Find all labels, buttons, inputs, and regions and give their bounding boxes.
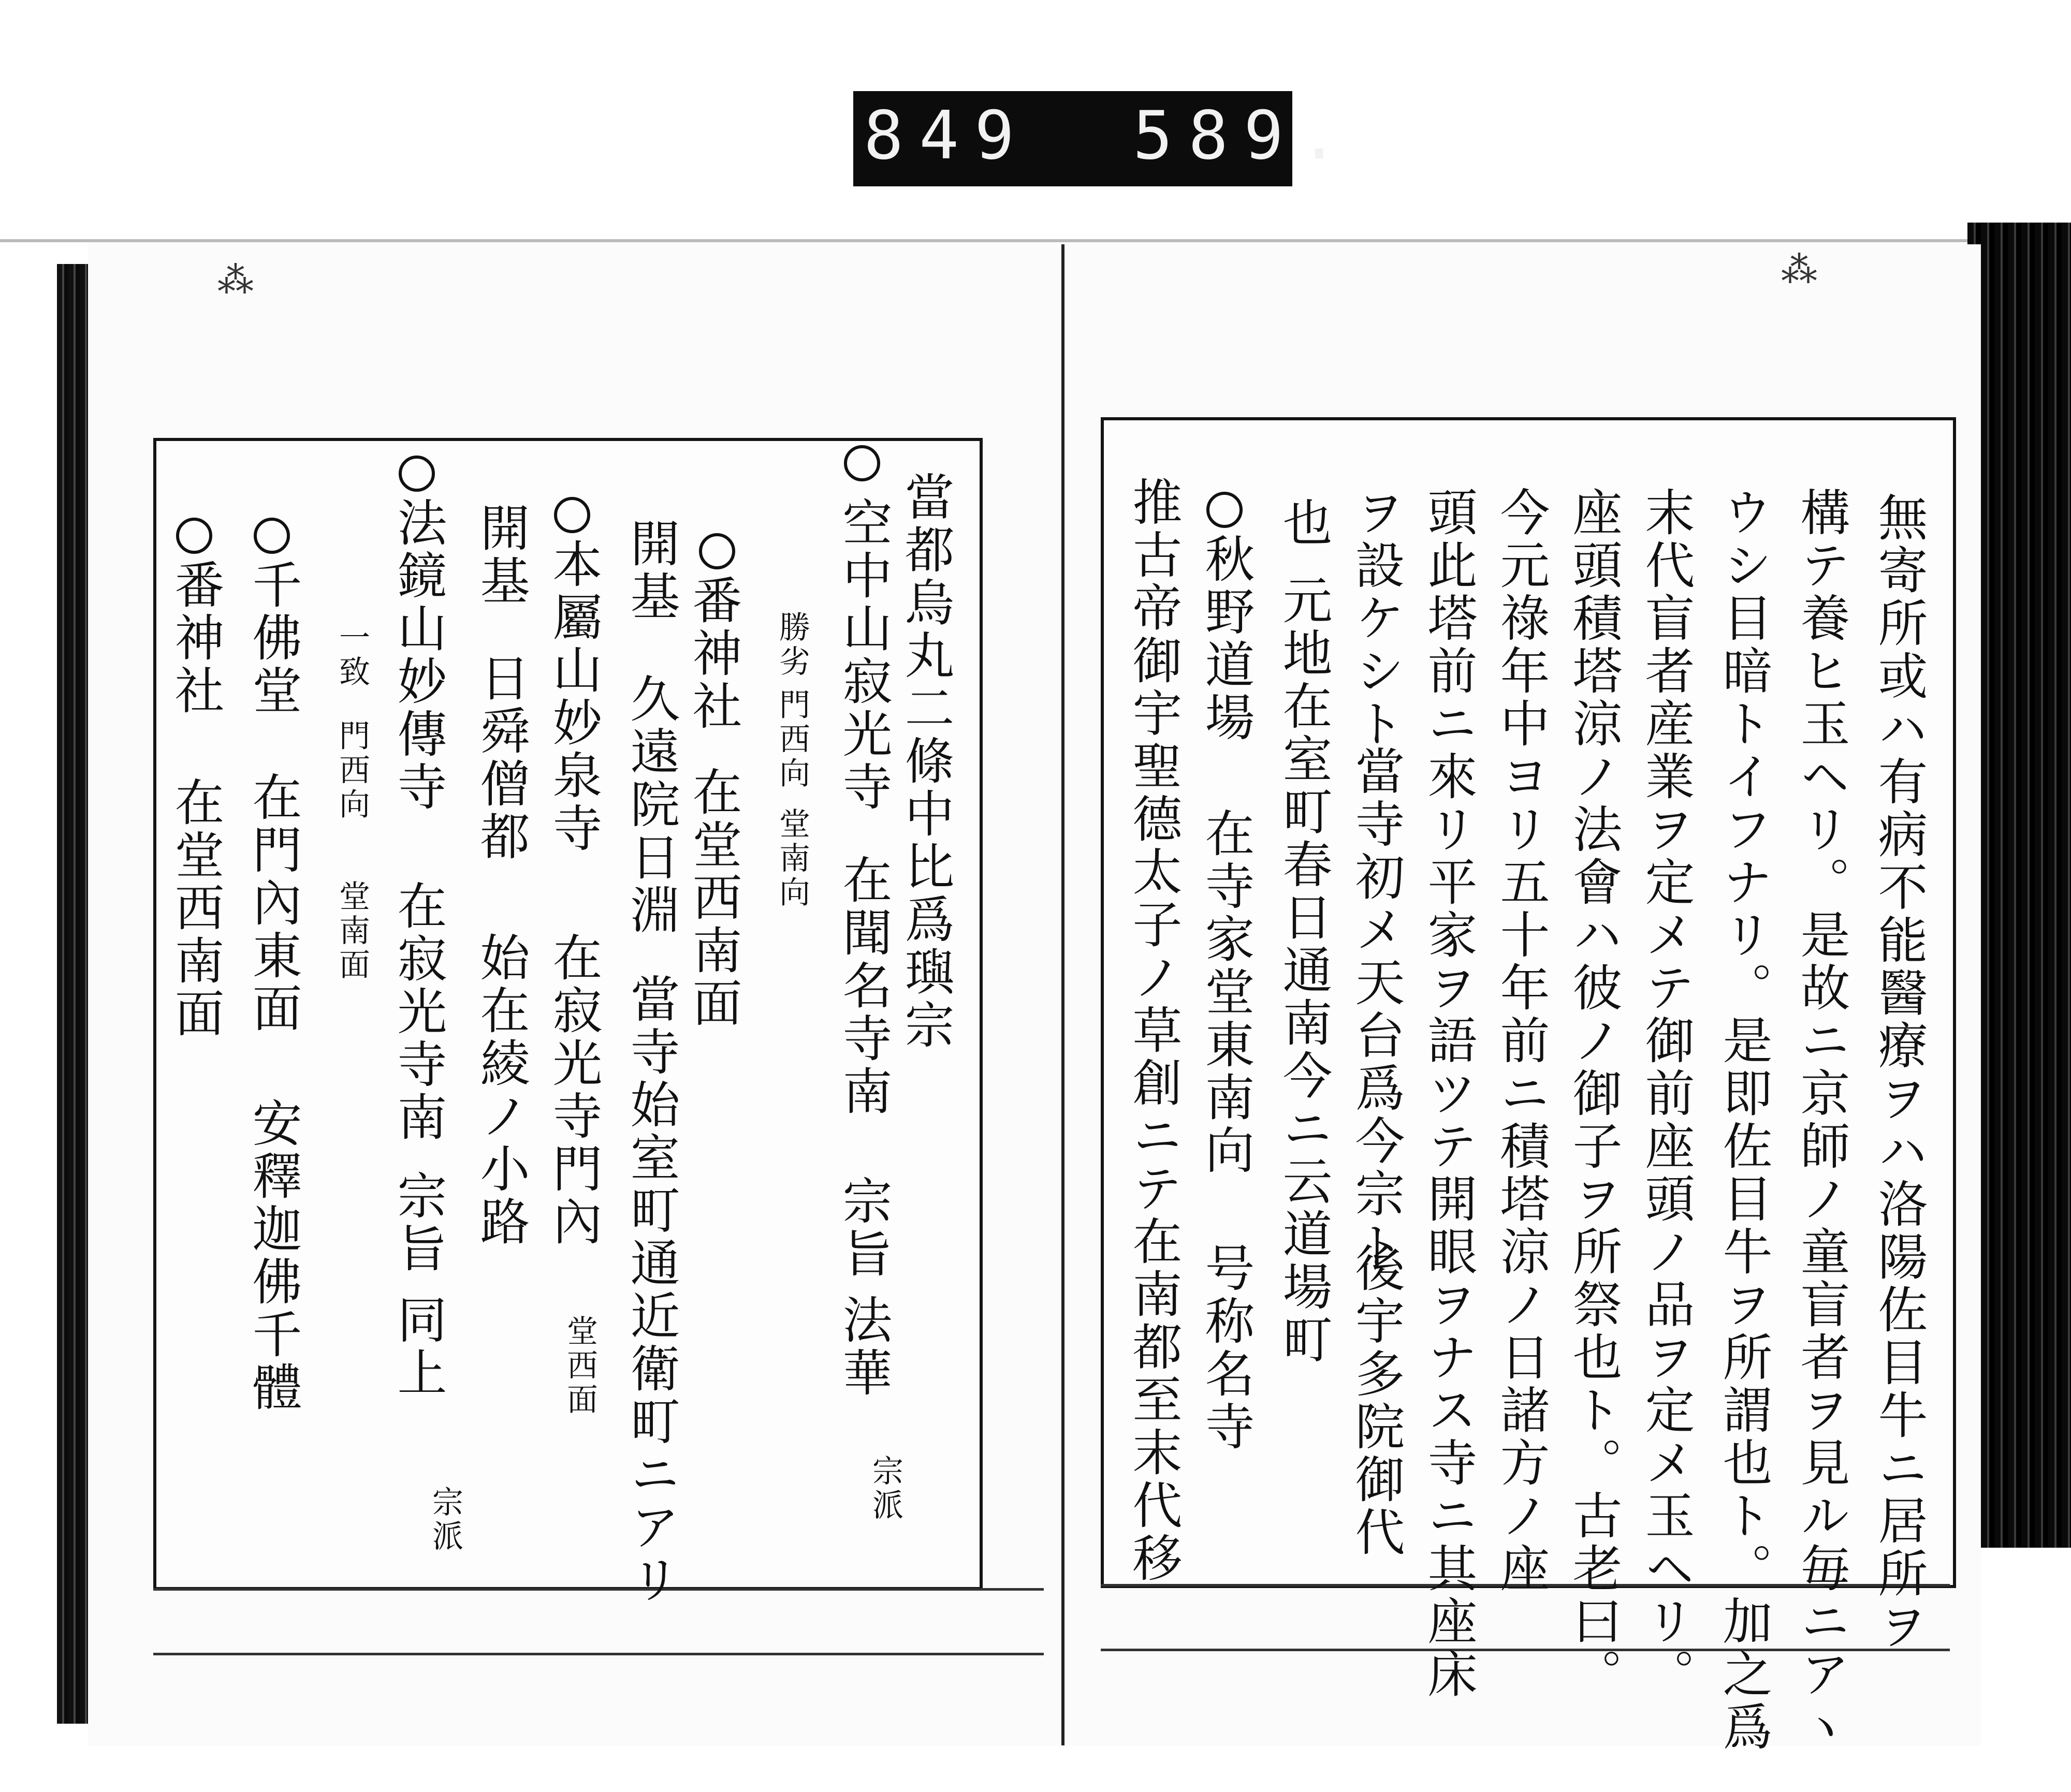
text-column: 久遠院日淵 bbox=[622, 673, 680, 937]
text-column: 本屬山妙泉寺 bbox=[545, 538, 603, 855]
circle-mark bbox=[254, 518, 290, 554]
stain-mark: ⁂ bbox=[217, 259, 254, 301]
scan-background-rule bbox=[0, 239, 2071, 242]
text-column: 号称名寺 bbox=[1197, 1242, 1255, 1453]
text-column: 宗派 bbox=[867, 1455, 903, 1523]
left-bottom-strip bbox=[153, 1588, 1044, 1655]
text-column: 番神社 bbox=[684, 575, 742, 733]
circle-mark bbox=[844, 445, 880, 481]
text-column: 座頭積塔涼ノ法會ハ彼ノ御子ヲ所祭也ト。古老曰。 bbox=[1565, 487, 1623, 1701]
stain-mark: ⁂ bbox=[1781, 248, 1817, 291]
scan-number-right: 589. bbox=[1133, 97, 1355, 174]
text-column: 開基 bbox=[622, 518, 680, 623]
circle-mark bbox=[176, 518, 212, 554]
book-edge-right bbox=[1967, 223, 2071, 1548]
text-column: 末代盲者産業ヲ定メテ御前座頭ノ品ヲ定メ玉ヘリ。 bbox=[1637, 487, 1695, 1701]
text-column: 同上 bbox=[389, 1294, 447, 1400]
circle-mark bbox=[554, 497, 590, 533]
text-column: 構テ養ヒ玉ヘリ。是故ニ京師ノ童盲者ヲ見ル毎ニアヽ bbox=[1792, 487, 1850, 1754]
text-column: 日舜僧都 bbox=[472, 652, 530, 863]
text-column: 勝劣 bbox=[774, 611, 810, 679]
text-column: 後宇多院御代 bbox=[1347, 1242, 1405, 1559]
text-column: 安釋迦佛千體 bbox=[244, 1097, 302, 1414]
text-column: 堂南向 bbox=[774, 807, 810, 910]
text-column: 一致 bbox=[334, 621, 370, 689]
text-column: 今元祿年中ヨリ五十年前ニ積塔涼ノ日諸方ノ座 bbox=[1492, 487, 1550, 1595]
circle-mark bbox=[399, 456, 435, 492]
text-column: 門西向 bbox=[774, 688, 810, 791]
text-column: 當寺初メ天台爲今宗ト bbox=[1347, 745, 1405, 1273]
text-column: 當都烏丸二條中比爲璵宗 bbox=[897, 471, 955, 1052]
text-column: 在寺家堂東南向 bbox=[1197, 807, 1255, 1177]
text-column: 宗旨 bbox=[389, 1170, 447, 1275]
text-column: 在堂西南面 bbox=[684, 766, 742, 1030]
circle-mark bbox=[699, 533, 735, 569]
text-column: 法華 bbox=[835, 1294, 893, 1400]
text-column: 在寂光寺南 bbox=[389, 880, 447, 1144]
text-column: 當寺始室町通近衛町ニアリ bbox=[622, 973, 680, 1607]
text-column: ウシ目暗トイフナリ。是即佐目牛ヲ所謂也ト。加之爲 bbox=[1715, 487, 1773, 1754]
text-column: 在聞名寺南 bbox=[835, 854, 893, 1118]
text-column: 法鏡山妙傳寺 bbox=[389, 497, 447, 814]
text-column: 秋野道場 bbox=[1197, 533, 1255, 744]
text-column: 開基 bbox=[472, 502, 530, 608]
text-column: 始在綾ノ小路 bbox=[472, 932, 530, 1248]
text-column: 推古帝御宇聖德太子ノ草創ニテ在南都至末代移 bbox=[1125, 476, 1183, 1585]
text-column: 門西向 bbox=[334, 719, 370, 822]
scan-number-left: 849 bbox=[864, 97, 1030, 174]
text-column: 番神社 bbox=[167, 559, 225, 717]
text-column: 頭此塔前ニ來リ平家ヲ語ツテ開眼ヲナス寺ニ其座床 bbox=[1420, 487, 1478, 1701]
text-column: 在堂西南面 bbox=[167, 776, 225, 1040]
text-column: 在門內東面 bbox=[244, 771, 302, 1035]
text-column: 堂西面 bbox=[562, 1315, 598, 1417]
text-column: 宗派 bbox=[427, 1486, 463, 1554]
text-column: ヲ設ケシト bbox=[1347, 487, 1405, 751]
text-column: 堂南面 bbox=[334, 880, 370, 982]
text-column: 宗旨 bbox=[835, 1175, 893, 1281]
text-column: 空中山寂光寺 bbox=[835, 497, 893, 814]
text-column: 元地在室町春日通南今ニ云道場町 bbox=[1275, 575, 1333, 1367]
text-column: 也 bbox=[1275, 497, 1333, 550]
circle-mark bbox=[1206, 492, 1243, 528]
scan-number-label bbox=[853, 91, 1355, 186]
text-column: 無寄所或ハ有病不能醫療ヲハ洛陽佐目牛ニ居所ヲ bbox=[1870, 492, 1928, 1653]
text-column: 在寂光寺門內 bbox=[545, 932, 603, 1248]
text-column: 千佛堂 bbox=[244, 559, 302, 717]
